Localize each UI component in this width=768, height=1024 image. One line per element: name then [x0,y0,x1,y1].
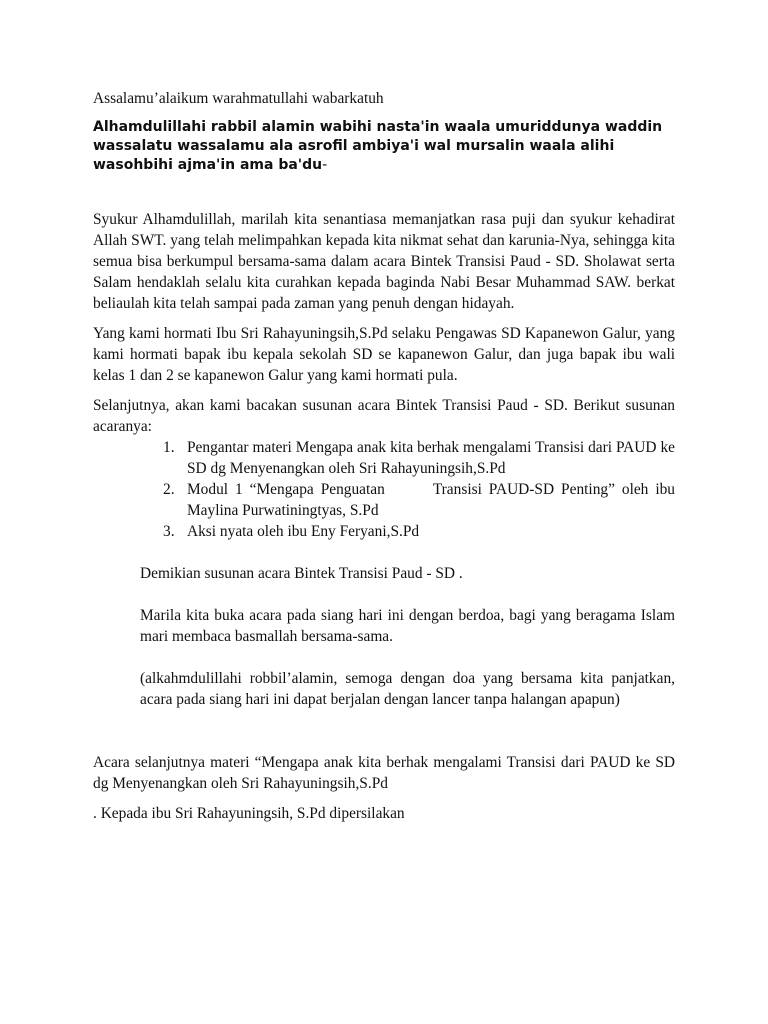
agenda-list [163,437,675,542]
agenda-item-number: 2. [163,481,175,498]
paragraph-invitation: . Kepada ibu Sri Rahayuningsih, S.Pd dipersilakan [93,805,405,822]
paragraph-agenda-summary: Demikian susunan acara Bintek Transisi Paud - SD . [140,565,463,582]
greeting: Assalamu’alaikum warahmatullahi wabarkatuh [93,90,384,107]
spacer [140,647,675,668]
spacer [93,542,675,563]
opening-prayer [93,118,675,175]
paragraph-prayer-response: (alkahmdulillahi robbil’alamin, semoga dengan doa yang bersama kita panjatkan, acara pada siang hari ini dapat berjalan dengan lancer tanpa halangan apapun) [140,670,675,708]
spacer [140,584,675,605]
agenda-item-number: 3. [163,523,175,540]
agenda-item-text: Aksi nyata oleh ibu Eny Feryani,S.Pd [187,523,420,540]
opening-prayer-text: Alhamdulillahi rabbil alamin wabihi nasta'in waala umuriddunya waddin wassalatu wassalamu ala asrofil ambiya'i wal mursalin waala alihi wasohbihi ajma'in ama ba'du [93,119,663,173]
agenda-item-number: 1. [163,439,175,456]
paragraph-next-session: Acara selanjutnya materi “Mengapa anak kita berhak mengalami Transisi dari PAUD ke SD dg Menyenangkan oleh Sri Rahayuningsih,S.Pd [93,754,675,792]
agenda-item-text-part-a: Modul 1 “Mengapa Penguatan [187,481,385,498]
agenda-item-text-part-b: Transisi PAUD-SD Penting” oleh ibu Maylina Purwatiningtyas, S.Pd [187,481,675,519]
paragraph-opening-prayer-invite: Marila kita buka acara pada siang hari ini dengan berdoa, bagi yang beragama Islam mari membaca basmallah bersama-sama. [140,607,675,645]
spacer [93,175,675,209]
paragraph-honored-guests: Yang kami hormati Ibu Sri Rahayuningsih,S.Pd selaku Pengawas SD Kapanewon Galur, yang kami hormati bapak ibu kepala sekolah SD se kapanewon Galur, dan juga bapak ibu wali kelas 1 dan 2 se kapanewon Galur yang kami hormati pula. [93,325,675,384]
paragraph-agenda-intro: Selanjutnya, akan kami bacakan susunan acara Bintek Transisi Paud - SD. Berikut susunan acaranya: [93,397,675,435]
agenda-item [163,521,675,542]
opening-prayer-dash: - [322,157,328,173]
agenda-item [163,479,675,521]
agenda-item [163,437,675,479]
document-page [93,88,675,824]
indented-section [140,563,675,710]
paragraph-gratitude: Syukur Alhamdulillah, marilah kita senantiasa memanjatkan rasa puji dan syukur kehadirat Allah SWT. yang telah melimpahkan kepada kita nikmat sehat dan karunia-Nya, sehingga kita semua bisa berkumpul bersama-sama dalam acara Bintek Transisi Paud - SD. Sholawat serta Salam hendaklah selalu kita curahkan kepada baginda Nabi Besar Muhammad SAW. berkat beliaulah kita telah sampai pada zaman yang penuh dengan hidayah. [93,211,675,312]
agenda-item-text: Pengantar materi Mengapa anak kita berhak mengalami Transisi dari PAUD ke SD dg Menyenangkan oleh Sri Rahayuningsih,S.Pd [187,439,675,477]
spacer [93,710,675,752]
